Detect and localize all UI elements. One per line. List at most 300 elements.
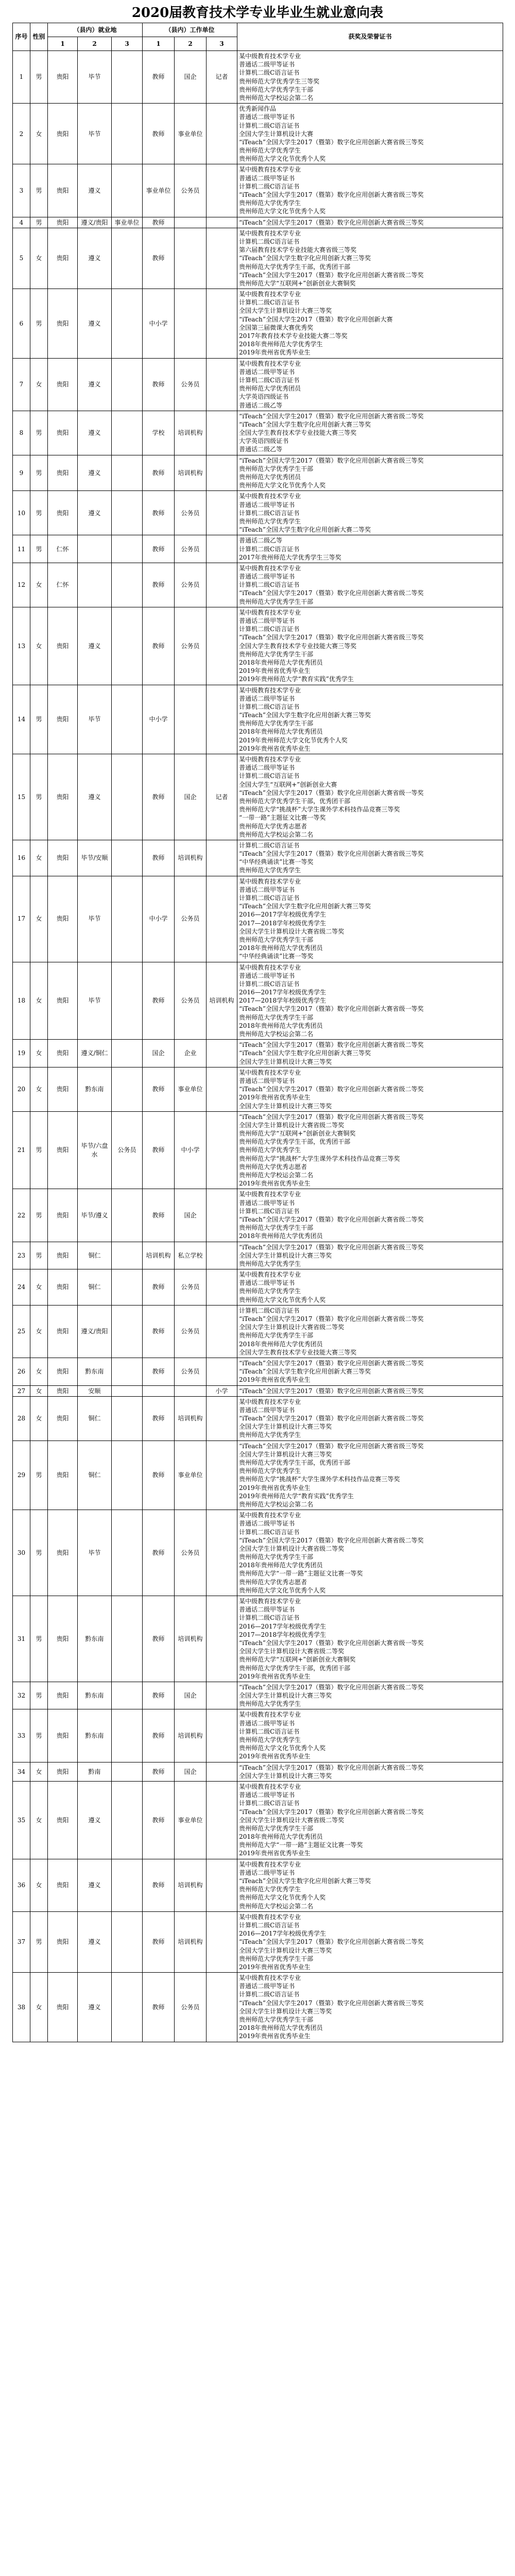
- cell-honors: “iTeach”全国大学生2017（暨第）数字化应用创新大赛省级二等奖 全国大学生计算机设计大赛三等奖: [237, 1762, 503, 1781]
- cell-no: 21: [13, 1111, 30, 1189]
- cell-job-2: 企业: [175, 1040, 207, 1067]
- cell-honors: 某中级教育技术学专业 计算机二级C语言证书 全国大学生计算机设计大赛三等奖 “iTeach”全国大学生2017（暨第）数字化应用创新大赛 全国第三届微课大赛优秀奖 2017年教育技术学专业技能大赛二等奖 2018年贵州师范大学优秀学生 2019年贵州省优秀毕业生: [237, 289, 503, 359]
- cell-location-1: 贵阳: [48, 1111, 78, 1189]
- table-row: [13, 164, 503, 217]
- table-row: [13, 563, 503, 607]
- cell-no: 28: [13, 1396, 30, 1440]
- table-row: [13, 840, 503, 876]
- table-row: [13, 217, 503, 228]
- cell-no: 24: [13, 1269, 30, 1306]
- cell-job-1: 中小学: [143, 289, 175, 359]
- cell-gender: 男: [30, 289, 48, 359]
- cell-location-3: [112, 1911, 143, 1972]
- cell-location-2: 遵义: [78, 1911, 112, 1972]
- cell-no: 4: [13, 217, 30, 228]
- cell-job-1: 中小学: [143, 685, 175, 754]
- cell-job-1: 教师: [143, 1973, 175, 2042]
- cell-location-2: [78, 535, 112, 563]
- cell-job-2: 国企: [175, 754, 207, 840]
- cell-job-1: 教师: [143, 563, 175, 607]
- cell-location-3: [112, 1305, 143, 1358]
- cell-gender: 男: [30, 491, 48, 535]
- cell-job-3: [207, 563, 237, 607]
- cell-job-3: [207, 358, 237, 411]
- cell-honors: 某中级教育技术学专业 普通话二级甲等证书 “iTeach”全国大学生2017（暨第）数字化应用创新大赛省级二等奖 全国大学生计算机设计大赛三等奖 贵州师范大学优秀学生: [237, 1396, 503, 1440]
- cell-location-1: 贵阳: [48, 1040, 78, 1067]
- cell-job-2: 培训机构: [175, 455, 207, 491]
- cell-location-3: [112, 535, 143, 563]
- cell-honors: 某中级教育技术学专业 普通话二级甲等证书 计算机二级C语言证书 2016—2017学年校级优秀学生 2017—2018学年校级优秀学生 “iTeach”全国大学生2017（暨第）数字化应用创新大赛省级一等奖 全国大学生计算机设计大赛省级二等奖 贵州师范大学“互联网+”创新创业大赛铜奖 贵州师范大学优秀学生干部，优秀团干部 2019年贵州省优秀毕业生: [237, 1596, 503, 1682]
- cell-honors: 某中级教育技术学专业 普通话二级甲等证书 “iTeach”全国大学生数字化应用创新大赛三等奖 贵州师范大学优秀学生 贵州师范大学文化节优秀个人奖 贵州师范大学校运会第二名: [237, 1859, 503, 1911]
- cell-job-3: [207, 1189, 237, 1242]
- cell-job-2: 公务员: [175, 876, 207, 962]
- header-location-group: （县内）就业地: [48, 23, 143, 37]
- cell-location-2: 安顺: [78, 1385, 112, 1396]
- cell-no: 20: [13, 1067, 30, 1111]
- cell-location-3: [112, 1709, 143, 1762]
- cell-job-1: 学校: [143, 411, 175, 455]
- cell-honors: 某中级教育技术学专业 普通话二级甲等证书 计算机二级C语言证书 “iTeach”全国大学生2017（暨第）数字化应用创新大赛省级三等奖 贵州师范大学优秀学生 贵州师范大学文化节优秀个人奖: [237, 164, 503, 217]
- cell-job-2: 培训机构: [175, 1911, 207, 1972]
- cell-location-1: 贵阳: [48, 962, 78, 1040]
- cell-location-2: 黔东南: [78, 1067, 112, 1111]
- cell-job-3: [207, 1762, 237, 1781]
- table-row: [13, 1305, 503, 1358]
- cell-job-2: 事业单位: [175, 1067, 207, 1111]
- cell-honors: 某中级教育技术学专业 计算机二级C语言证书 2016—2017学年校级优秀学生 “iTeach”全国大学生2017（暨第）数字化应用创新大赛省级二等奖 全国大学生计算机设计大赛三等奖 贵州师范大学优秀学生干部 2019年贵州省优秀毕业生: [237, 1911, 503, 1972]
- cell-job-2: [175, 685, 207, 754]
- cell-no: 36: [13, 1859, 30, 1911]
- cell-honors: 某中级教育技术学专业 普通话二级甲等证书 计算机二级C语言证书 “iTeach”全国大学生数字化应用创新大赛三等奖 贵州师范大学优秀学生干部 2018年贵州师范大学优秀团员 2019年贵州师范大学文化节优秀个人奖 2019年贵州省优秀毕业生: [237, 685, 503, 754]
- cell-job-3: [207, 1242, 237, 1269]
- cell-job-2: [175, 217, 207, 228]
- cell-no: 6: [13, 289, 30, 359]
- cell-job-3: [207, 1067, 237, 1111]
- cell-location-2: 铜仁: [78, 1242, 112, 1269]
- header-row: [13, 23, 503, 37]
- cell-job-2: 培训机构: [175, 1396, 207, 1440]
- cell-job-3: [207, 1269, 237, 1306]
- sub-header-loc-3: 3: [112, 37, 143, 51]
- cell-location-1: 贵阳: [48, 1709, 78, 1762]
- table-row: [13, 51, 503, 104]
- cell-location-2: 遵义: [78, 491, 112, 535]
- cell-honors: “iTeach”全国大学生2017（暨第）数字化应用创新大赛省级三等奖 贵州师范大学优秀学生干部 贵州师范大学优秀团员 贵州师范大学文化节优秀个人奖: [237, 455, 503, 491]
- cell-location-3: [112, 411, 143, 455]
- table-row: [13, 607, 503, 685]
- cell-job-2: 公务员: [175, 607, 207, 685]
- cell-no: 37: [13, 1911, 30, 1972]
- cell-honors: “iTeach”全国大学生2017（暨第）数字化应用创新大赛省级三等奖 全国大学生计算机设计大赛三等奖 贵州师范大学优秀学生干部，优秀团干部 贵州师范大学优秀学生 贵州师范大学“挑战杯”大学生课外学术科技作品竞赛三等奖 2019年贵州省优秀毕业生 2019年贵州师范大学“教育实践”优秀学生 贵州师范大学校运会第二名: [237, 1440, 503, 1510]
- cell-location-1: 贵阳: [48, 491, 78, 535]
- cell-location-1: 贵阳: [48, 876, 78, 962]
- cell-no: 13: [13, 607, 30, 685]
- cell-location-1: 贵阳: [48, 1596, 78, 1682]
- table-row: [13, 491, 503, 535]
- cell-job-1: 教师: [143, 1911, 175, 1972]
- cell-location-3: [112, 1682, 143, 1709]
- cell-honors: 某中级教育技术学专业 普通话二级甲等证书 计算机二级C语言证书 “iTeach”全国大学生2017（暨第）数字化应用创新大赛省级二等奖 贵州师范大学优秀学生干部: [237, 563, 503, 607]
- cell-job-1: 教师: [143, 1305, 175, 1358]
- cell-location-1: 贵阳: [48, 358, 78, 411]
- cell-job-3: [207, 840, 237, 876]
- cell-job-2: 私立学校: [175, 1242, 207, 1269]
- cell-job-1: 中小学: [143, 876, 175, 962]
- cell-location-3: [112, 876, 143, 962]
- table-row: [13, 1358, 503, 1385]
- table-row: [13, 1762, 503, 1781]
- table-row: [13, 1269, 503, 1306]
- sub-header-job-1: 1: [143, 37, 175, 51]
- cell-job-3: [207, 607, 237, 685]
- cell-location-1: 贵阳: [48, 217, 78, 228]
- cell-gender: 男: [30, 217, 48, 228]
- cell-no: 19: [13, 1040, 30, 1067]
- cell-gender: 男: [30, 1911, 48, 1972]
- table-row: [13, 289, 503, 359]
- table-row: [13, 1709, 503, 1762]
- cell-location-1: 贵阳: [48, 685, 78, 754]
- cell-honors: “iTeach”全国大学生2017（暨第）数字化应用创新大赛省级三等奖: [237, 1385, 503, 1396]
- cell-honors: 某中级教育技术学专业 计算机二级C语言证书 第六届教育技术学专业技能大赛省级三等奖 “iTeach”全国大学生数字化应用创新大赛三等奖 贵州师范大学优秀学生干部，优秀团干部 “iTeach”全国大学生2017（暨第）数字化应用创新大赛省级二等奖 贵州师范大学“互联网+”创新创业大赛铜奖: [237, 228, 503, 289]
- cell-job-1: 教师: [143, 1781, 175, 1859]
- cell-location-2: 毕节/安顺: [78, 840, 112, 876]
- cell-location-3: [112, 840, 143, 876]
- cell-no: 17: [13, 876, 30, 962]
- cell-job-1: 事业单位: [143, 164, 175, 217]
- table-row: [13, 1973, 503, 2042]
- cell-location-3: [112, 1189, 143, 1242]
- table-row: [13, 1440, 503, 1510]
- cell-location-1: 贵阳: [48, 840, 78, 876]
- cell-job-1: 教师: [143, 1682, 175, 1709]
- cell-location-1: 贵阳: [48, 1911, 78, 1972]
- cell-gender: 男: [30, 1709, 48, 1762]
- cell-job-3: [207, 1111, 237, 1189]
- cell-location-3: [112, 1762, 143, 1781]
- cell-job-1: 教师: [143, 1762, 175, 1781]
- cell-gender: 女: [30, 1973, 48, 2042]
- cell-location-3: [112, 164, 143, 217]
- table-row: [13, 104, 503, 164]
- table-row: [13, 1189, 503, 1242]
- cell-no: 34: [13, 1762, 30, 1781]
- cell-job-2: 国企: [175, 1189, 207, 1242]
- sub-header-job-3: 3: [207, 37, 237, 51]
- cell-location-3: [112, 1242, 143, 1269]
- cell-job-3: [207, 1510, 237, 1596]
- cell-location-2: 铜仁: [78, 1396, 112, 1440]
- cell-no: 23: [13, 1242, 30, 1269]
- table-row: [13, 876, 503, 962]
- cell-honors: 某中级教育技术学专业 普通话二级甲等证书 计算机二级C语言证书 贵州师范大学优秀团员 大学英语四级证书 普通话二级乙等: [237, 358, 503, 411]
- cell-honors: 某中级教育技术学专业 普通话二级甲等证书 计算机二级C语言证书 “iTeach”全国大学生2017（暨第）数字化应用创新大赛省级三等奖 全国大学生计算机设计大赛三等奖 贵州师范大学优秀学生干部 2018年贵州师范大学优秀团员 2019年贵州省优秀毕业生: [237, 1973, 503, 2042]
- cell-job-3: [207, 411, 237, 455]
- cell-no: 16: [13, 840, 30, 876]
- table-row: [13, 1396, 503, 1440]
- cell-location-1: 贵阳: [48, 1762, 78, 1781]
- cell-honors: 某中级教育技术学专业 普通话二级甲等证书 计算机二级C语言证书 “iTeach”全国大学生2017（暨第）数字化应用创新大赛省级二等奖 全国大学生计算机设计大赛省级二等奖 贵州师范大学优秀学生干部 2018年贵州师范大学优秀团员 贵州师范大学“一带一路”主题征文比赛一等奖 贵州师范大学优秀志愿者 贵州师范大学文化节优秀个人奖: [237, 1510, 503, 1596]
- table-row: [13, 1781, 503, 1859]
- cell-honors: “iTeach”全国大学生2017（暨第）数字化应用创新大赛省级二等奖 全国大学生计算机设计大赛三等奖 贵州师范大学优秀学生: [237, 1682, 503, 1709]
- cell-honors: “iTeach”全国大学生2017（暨第）数字化应用创新大赛省级三等奖 全国大学生计算机设计大赛三等奖 贵州师范大学优秀学生: [237, 1242, 503, 1269]
- cell-job-1: 教师: [143, 962, 175, 1040]
- cell-no: 9: [13, 455, 30, 491]
- cell-location-3: [112, 962, 143, 1040]
- cell-job-1: 教师: [143, 1709, 175, 1762]
- cell-job-2: 培训机构: [175, 411, 207, 455]
- cell-job-3: [207, 491, 237, 535]
- cell-location-3: [112, 228, 143, 289]
- cell-location-2: 遵义/铜仁: [78, 1040, 112, 1067]
- table-row: [13, 1111, 503, 1189]
- cell-job-1: 国企: [143, 1040, 175, 1067]
- cell-job-2: 事业单位: [175, 1440, 207, 1510]
- cell-job-3: [207, 1040, 237, 1067]
- cell-job-1: 教师: [143, 1067, 175, 1111]
- cell-location-1: 贵阳: [48, 607, 78, 685]
- cell-location-1: 贵阳: [48, 164, 78, 217]
- cell-no: 18: [13, 962, 30, 1040]
- cell-no: 33: [13, 1709, 30, 1762]
- cell-location-2: 铜仁: [78, 1269, 112, 1306]
- cell-location-1: 贵阳: [48, 228, 78, 289]
- cell-honors: 某中级教育技术学专业 普通话二级甲等证书 计算机二级C语言证书 “iTeach”全国大学生2017（暨第）数字化应用创新大赛省级三等奖 全国大学生教育技术学专业技能大赛三等奖 贵州师范大学优秀学生干部 2018年贵州师范大学优秀团员 2019年贵州省优秀毕业生 2019年贵州师范大学“教育实践”优秀学生: [237, 607, 503, 685]
- cell-no: 26: [13, 1358, 30, 1385]
- cell-honors: “iTeach”全国大学生2017（暨第）数字化应用创新大赛省级三等奖: [237, 217, 503, 228]
- cell-job-1: 教师: [143, 217, 175, 228]
- cell-job-3: [207, 1911, 237, 1972]
- cell-honors: 某中级教育技术学专业 普通话二级甲等证书 计算机二级C语言证书 2016—2017学年校级优秀学生 2017—2018学年校级优秀学生 “iTeach”全国大学生2017（暨第）数字化应用创新大赛省级一等奖 贵州师范大学优秀学生干部 2018年贵州师范大学优秀团员 贵州师范大学校运会第二名: [237, 962, 503, 1040]
- cell-location-2: 遵义: [78, 228, 112, 289]
- cell-job-1: 教师: [143, 358, 175, 411]
- cell-location-2: 毕节: [78, 1510, 112, 1596]
- cell-gender: 男: [30, 164, 48, 217]
- cell-job-3: 记者: [207, 51, 237, 104]
- cell-job-1: 教师: [143, 840, 175, 876]
- cell-honors: 某中级教育技术学专业 普通话二级甲等证书 计算机二级C语言证书 贵州师范大学优秀学生 贵州师范大学文化节优秀个人奖 2019年贵州省优秀毕业生: [237, 1709, 503, 1762]
- cell-location-1: 仁怀: [48, 535, 78, 563]
- cell-job-2: 国企: [175, 1762, 207, 1781]
- cell-location-2: 毕节/六盘水: [78, 1111, 112, 1189]
- cell-no: 1: [13, 51, 30, 104]
- cell-location-2: 遵义: [78, 411, 112, 455]
- cell-honors: 某中级教育技术学专业 普通话二级甲等证书 计算机二级C语言证书 “iTeach”全国大学生2017（暨第）数字化应用创新大赛省级二等奖 贵州师范大学优秀学生干部 2018年贵州师范大学优秀团员: [237, 1189, 503, 1242]
- cell-job-1: 教师: [143, 1269, 175, 1306]
- cell-honors: 某中级教育技术学专业 普通话二级甲等证书 “iTeach”全国大学生2017（暨第）数字化应用创新大赛省级二等奖 2019年贵州省优秀毕业生 全国大学生计算机设计大赛三等奖: [237, 1067, 503, 1111]
- cell-location-3: 事业单位: [112, 217, 143, 228]
- cell-no: 38: [13, 1973, 30, 2042]
- cell-location-2: 毕节: [78, 685, 112, 754]
- cell-job-3: [207, 535, 237, 563]
- cell-location-1: 贵阳: [48, 104, 78, 164]
- cell-job-1: 教师: [143, 535, 175, 563]
- cell-gender: 男: [30, 1242, 48, 1269]
- cell-job-2: 培训机构: [175, 1709, 207, 1762]
- cell-location-3: [112, 455, 143, 491]
- cell-honors: 普通话二级乙等 计算机二级C语言证书 2017年贵州师范大学优秀学生三等奖: [237, 535, 503, 563]
- cell-location-3: [112, 1781, 143, 1859]
- cell-honors: “iTeach”全国大学生2017（暨第）数字化应用创新大赛省级二等奖 “iTeach”全国大学生数字化应用创新大赛三等奖 全国大学生计算机设计大赛三等奖: [237, 1040, 503, 1067]
- cell-location-1: 贵阳: [48, 1189, 78, 1242]
- cell-job-1: 教师: [143, 51, 175, 104]
- cell-location-3: [112, 1596, 143, 1682]
- cell-job-3: 记者: [207, 754, 237, 840]
- cell-honors: “iTeach”全国大学生2017（暨第）数字化应用创新大赛省级二等奖 “iTeach”全国大学生数字化应用创新大赛三等奖 全国大学生教育技术学专业技能大赛三等奖 大学英语四级证书 普通话二级乙等: [237, 411, 503, 455]
- cell-gender: 男: [30, 1189, 48, 1242]
- cell-location-1: 贵阳: [48, 1781, 78, 1859]
- cell-gender: 男: [30, 685, 48, 754]
- cell-no: 29: [13, 1440, 30, 1510]
- cell-location-1: 贵阳: [48, 754, 78, 840]
- cell-gender: 女: [30, 104, 48, 164]
- cell-job-2: 公务员: [175, 1973, 207, 2042]
- cell-gender: 女: [30, 1396, 48, 1440]
- cell-no: 5: [13, 228, 30, 289]
- cell-location-2: 黔东南: [78, 1358, 112, 1385]
- table-row: [13, 685, 503, 754]
- cell-gender: 女: [30, 1040, 48, 1067]
- cell-job-2: 公务员: [175, 962, 207, 1040]
- cell-location-3: [112, 685, 143, 754]
- header-job-group: （县内）工作单位: [143, 23, 237, 37]
- cell-location-2: 黔东南: [78, 1596, 112, 1682]
- cell-location-3: [112, 491, 143, 535]
- cell-location-3: [112, 563, 143, 607]
- cell-job-1: 教师: [143, 1859, 175, 1911]
- cell-location-2: 毕节: [78, 51, 112, 104]
- cell-job-3: [207, 1709, 237, 1762]
- cell-job-1: 教师: [143, 1440, 175, 1510]
- table-row: [13, 228, 503, 289]
- cell-job-3: [207, 685, 237, 754]
- table-row: [13, 455, 503, 491]
- document-title: 2020届教育技术学专业毕业生就业意向表: [131, 5, 384, 21]
- cell-job-2: [175, 228, 207, 289]
- cell-location-2: 遵义: [78, 1973, 112, 2042]
- cell-location-2: 毕节: [78, 876, 112, 962]
- cell-job-3: [207, 217, 237, 228]
- sub-header-loc-2: 2: [78, 37, 112, 51]
- cell-job-3: [207, 1973, 237, 2042]
- cell-gender: 女: [30, 1358, 48, 1385]
- cell-honors: 某中级教育技术学专业 普通话二级甲等证书 贵州师范大学优秀学生 贵州师范大学文化节优秀个人奖: [237, 1269, 503, 1306]
- cell-job-2: 事业单位: [175, 104, 207, 164]
- cell-location-2: 毕节: [78, 104, 112, 164]
- cell-gender: 男: [30, 754, 48, 840]
- cell-location-2: 遵义: [78, 607, 112, 685]
- cell-no: 14: [13, 685, 30, 754]
- cell-no: 11: [13, 535, 30, 563]
- cell-honors: 优秀新闻作品 普通话二级甲等证书 计算机二级C语言证书 全国大学生计算机设计大赛 “iTeach”全国大学生2017（暨第）数字化应用创新大赛省级三等奖 贵州师范大学优秀学生 贵州师范大学文化节优秀个人奖: [237, 104, 503, 164]
- cell-job-2: 公务员: [175, 1510, 207, 1596]
- cell-location-1: 贵阳: [48, 1269, 78, 1306]
- cell-job-2: 中小学: [175, 1111, 207, 1189]
- header-honors: 获奖及荣誉证书: [237, 23, 503, 51]
- cell-location-2: 遵义/贵阳: [78, 1305, 112, 1358]
- cell-location-3: [112, 1510, 143, 1596]
- cell-job-3: [207, 1682, 237, 1709]
- table-row: [13, 1242, 503, 1269]
- cell-job-3: [207, 1781, 237, 1859]
- cell-job-2: 国企: [175, 51, 207, 104]
- cell-job-1: [143, 1385, 175, 1396]
- cell-location-3: [112, 51, 143, 104]
- cell-location-1: 贵阳: [48, 1358, 78, 1385]
- cell-location-2: 毕节: [78, 962, 112, 1040]
- cell-location-1: 贵阳: [48, 1682, 78, 1709]
- cell-job-3: [207, 876, 237, 962]
- cell-job-2: 培训机构: [175, 1859, 207, 1911]
- cell-location-2: 遵义: [78, 754, 112, 840]
- cell-job-2: 公务员: [175, 535, 207, 563]
- cell-job-1: 教师: [143, 607, 175, 685]
- cell-job-1: 教师: [143, 1358, 175, 1385]
- cell-job-3: [207, 1596, 237, 1682]
- cell-job-1: 教师: [143, 104, 175, 164]
- table-row: [13, 1682, 503, 1709]
- cell-location-1: 贵阳: [48, 455, 78, 491]
- cell-gender: 女: [30, 1067, 48, 1111]
- cell-no: 3: [13, 164, 30, 217]
- cell-job-1: 教师: [143, 1510, 175, 1596]
- cell-job-3: [207, 1440, 237, 1510]
- table-row: [13, 358, 503, 411]
- cell-location-2: 遵义: [78, 164, 112, 217]
- cell-job-1: 教师: [143, 228, 175, 289]
- cell-honors: 计算机二级C语言证书 “iTeach”全国大学生2017（暨第）数字化应用创新大赛省级二等奖 全国大学生计算机设计大赛省级二等奖 贵州师范大学优秀学生干部 2018年贵州师范大学优秀团员 全国大学生教育技术学专业技能大赛三等奖: [237, 1305, 503, 1358]
- header-gender: 性别: [30, 23, 48, 51]
- cell-job-2: 培训机构: [175, 1596, 207, 1682]
- sub-header-job-2: 2: [175, 37, 207, 51]
- cell-job-2: 公务员: [175, 491, 207, 535]
- cell-location-3: [112, 1269, 143, 1306]
- cell-location-3: [112, 1859, 143, 1911]
- cell-job-3: [207, 1305, 237, 1358]
- cell-no: 22: [13, 1189, 30, 1242]
- cell-job-3: [207, 455, 237, 491]
- cell-job-2: 事业单位: [175, 1781, 207, 1859]
- cell-gender: 女: [30, 607, 48, 685]
- cell-job-3: [207, 164, 237, 217]
- cell-no: 15: [13, 754, 30, 840]
- cell-location-2: 黔东南: [78, 1709, 112, 1762]
- cell-location-3: 公务员: [112, 1111, 143, 1189]
- cell-gender: 女: [30, 962, 48, 1040]
- cell-location-1: 贵阳: [48, 1242, 78, 1269]
- cell-location-2: 遵义: [78, 1859, 112, 1911]
- cell-location-2: [78, 563, 112, 607]
- cell-job-1: 教师: [143, 754, 175, 840]
- cell-gender: 女: [30, 1859, 48, 1911]
- cell-gender: 男: [30, 51, 48, 104]
- cell-location-1: 贵阳: [48, 51, 78, 104]
- cell-gender: 女: [30, 358, 48, 411]
- cell-job-3: 培训机构: [207, 962, 237, 1040]
- cell-gender: 女: [30, 1781, 48, 1859]
- cell-job-1: 培训机构: [143, 1242, 175, 1269]
- cell-no: 8: [13, 411, 30, 455]
- cell-location-3: [112, 607, 143, 685]
- cell-no: 25: [13, 1305, 30, 1358]
- cell-no: 31: [13, 1596, 30, 1682]
- cell-job-3: [207, 1396, 237, 1440]
- cell-job-1: 教师: [143, 1596, 175, 1682]
- cell-gender: 女: [30, 876, 48, 962]
- cell-location-2: 遵义: [78, 455, 112, 491]
- employment-intention-table: [12, 23, 503, 2042]
- table-row: [13, 1859, 503, 1911]
